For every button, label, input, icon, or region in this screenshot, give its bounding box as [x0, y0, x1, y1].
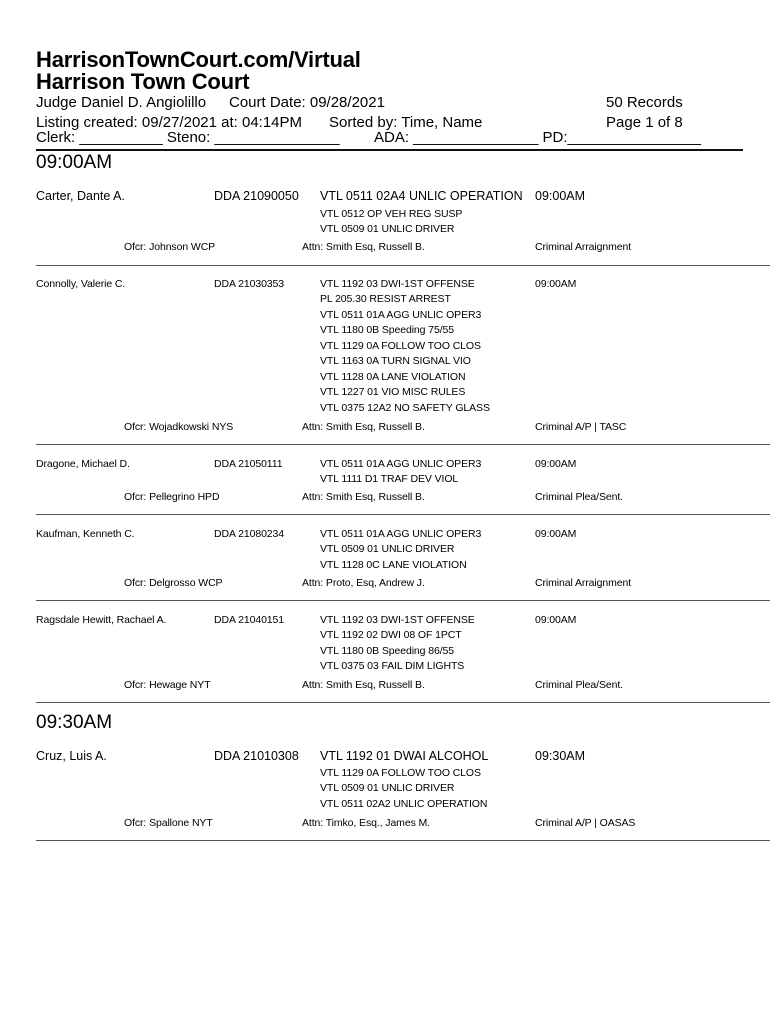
- records-count: 50 Records: [606, 94, 683, 111]
- case-divider: [36, 702, 770, 703]
- case-time: 09:00AM: [535, 528, 577, 540]
- charge: VTL 1129 0A FOLLOW TOO CLOS: [320, 767, 481, 779]
- charge: VTL 1128 0C LANE VIOLATION: [320, 559, 467, 571]
- case-divider: [36, 444, 770, 445]
- case-divider: [36, 514, 770, 515]
- case-time: 09:00AM: [535, 614, 577, 626]
- charge: VTL 0511 01A AGG UNLIC OPER3: [320, 458, 482, 470]
- case-time: 09:00AM: [535, 189, 586, 203]
- defendant-name: Carter, Dante A.: [36, 189, 125, 203]
- charge: PL 205.30 RESIST ARREST: [320, 293, 451, 305]
- judge: Judge Daniel D. Angiolillo: [36, 94, 207, 111]
- officer: Ofcr: Delgrosso WCP: [124, 577, 223, 589]
- case-type: Criminal Arraignment: [535, 577, 632, 589]
- charge: VTL 0511 02A4 UNLIC OPERATION: [320, 189, 523, 203]
- header-divider: [36, 149, 743, 151]
- attorney: Attn: Timko, Esq., James M.: [302, 817, 431, 829]
- defendant-name: Cruz, Luis A.: [36, 749, 107, 763]
- charge: VTL 0509 01 UNLIC DRIVER: [320, 543, 455, 555]
- defendant-name: Kaufman, Kenneth C.: [36, 528, 135, 540]
- court-date: Court Date: 09/28/2021: [229, 94, 385, 111]
- defendant-name: Dragone, Michael D.: [36, 458, 130, 470]
- docket-number: DDA 21010308: [214, 749, 299, 763]
- charge: VTL 0375 03 FAIL DIM LIGHTS: [320, 660, 465, 672]
- site-title: HarrisonTownCourt.com/Virtual: [36, 47, 361, 72]
- charge: VTL 1129 0A FOLLOW TOO CLOS: [320, 340, 481, 352]
- charge: VTL 1227 01 VIO MISC RULES: [320, 386, 466, 398]
- officer: Ofcr: Johnson WCP: [124, 241, 216, 253]
- clerk-steno: Clerk: __________ Steno: _______________: [36, 129, 340, 146]
- charge: VTL 1163 0A TURN SIGNAL VIO: [320, 355, 471, 367]
- court-title: Harrison Town Court: [36, 69, 250, 94]
- case-time: 09:00AM: [535, 458, 577, 470]
- case-type: Criminal Plea/Sent.: [535, 491, 623, 503]
- attorney: Attn: Smith Esq, Russell B.: [302, 491, 425, 503]
- officer: Ofcr: Hewage NYT: [124, 679, 211, 691]
- charge: VTL 0509 01 UNLIC DRIVER: [320, 223, 455, 235]
- charge: VTL 0512 OP VEH REG SUSP: [320, 208, 463, 220]
- charge: VTL 1192 03 DWI-1ST OFFENSE: [320, 278, 475, 290]
- case-time: 09:00AM: [535, 278, 577, 290]
- listing-created: Listing created: 09/27/2021 at: 04:14PM: [36, 114, 303, 131]
- case-divider: [36, 840, 770, 841]
- ada-pd: ADA: _______________ PD:________________: [374, 129, 701, 146]
- charge: VTL 0511 01A AGG UNLIC OPER3: [320, 309, 482, 321]
- defendant-name: Connolly, Valerie C.: [36, 278, 126, 290]
- case-type: Criminal Arraignment: [535, 241, 632, 253]
- case-type: Criminal A/P | OASAS: [535, 817, 636, 829]
- charge: VTL 0509 01 UNLIC DRIVER: [320, 782, 455, 794]
- charge: VTL 1192 03 DWI-1ST OFFENSE: [320, 614, 475, 626]
- charge: VTL 0511 02A2 UNLIC OPERATION: [320, 798, 488, 810]
- officer: Ofcr: Pellegrino HPD: [124, 491, 220, 503]
- attorney: Attn: Proto, Esq, Andrew J.: [302, 577, 425, 589]
- case-type: Criminal A/P | TASC: [535, 421, 627, 433]
- charge: VTL 1192 01 DWAI ALCOHOL: [320, 749, 489, 763]
- docket-number: DDA 21090050: [214, 189, 299, 203]
- charge: VTL 0511 01A AGG UNLIC OPER3: [320, 528, 482, 540]
- case-type: Criminal Plea/Sent.: [535, 679, 623, 691]
- charge: VTL 1180 0B Speeding 86/55: [320, 645, 455, 657]
- case-time: 09:30AM: [535, 749, 586, 763]
- sorted-by: Sorted by: Time, Name: [329, 114, 483, 131]
- docket-number: DDA 21040151: [214, 614, 285, 626]
- charge: VTL 1111 D1 TRAF DEV VIOL: [320, 473, 459, 485]
- defendant-name: Ragsdale Hewitt, Rachael A.: [36, 614, 167, 626]
- officer: Ofcr: Spallone NYT: [124, 817, 213, 829]
- case-divider: [36, 600, 770, 601]
- charge: VTL 1128 0A LANE VIOLATION: [320, 371, 466, 383]
- page-number: Page 1 of 8: [606, 114, 683, 131]
- officer: Ofcr: Wojadkowski NYS: [124, 421, 234, 433]
- attorney: Attn: Smith Esq, Russell B.: [302, 241, 425, 253]
- docket-number: DDA 21080234: [214, 528, 285, 540]
- time-heading: 09:00AM: [36, 152, 113, 173]
- attorney: Attn: Smith Esq, Russell B.: [302, 421, 425, 433]
- charge: VTL 1192 02 DWI 08 OF 1PCT: [320, 629, 462, 641]
- charge: VTL 1180 0B Speeding 75/55: [320, 324, 455, 336]
- attorney: Attn: Smith Esq, Russell B.: [302, 679, 425, 691]
- time-heading: 09:30AM: [36, 712, 113, 733]
- docket-number: DDA 21050111: [214, 458, 283, 470]
- case-divider: [36, 265, 770, 266]
- charge: VTL 0375 12A2 NO SAFETY GLASS: [320, 402, 490, 414]
- docket-number: DDA 21030353: [214, 278, 285, 290]
